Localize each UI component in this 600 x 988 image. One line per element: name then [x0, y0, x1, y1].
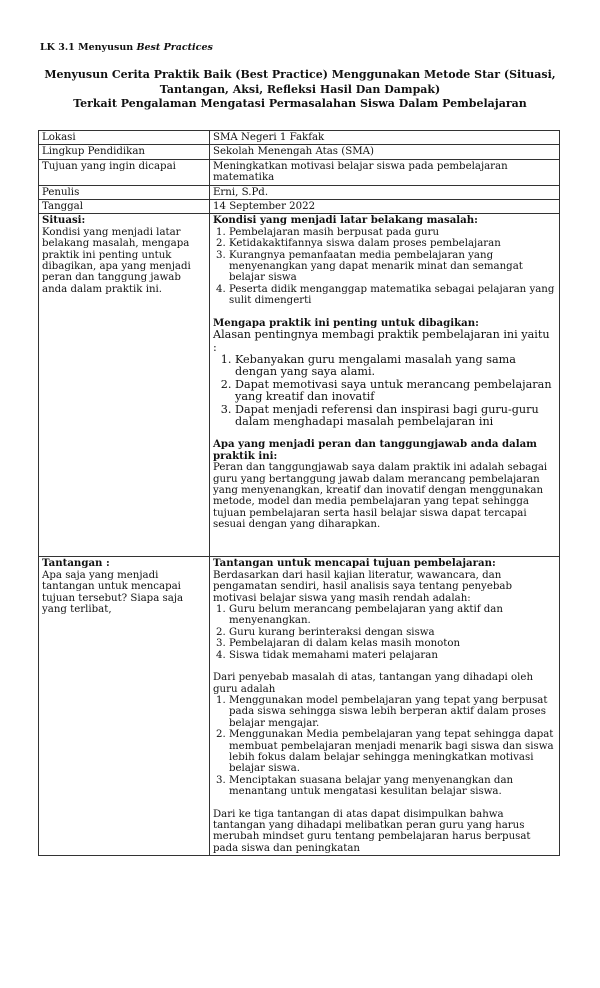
tantangan-row [39, 557, 560, 856]
meta-label: Penulis [39, 185, 210, 199]
title-line: Terkait Pengalaman Mengatasi Permasalahan Siswa Dalam Pembelajaran [73, 97, 527, 110]
tantangan-label-cell [39, 557, 210, 856]
kondisi-list [213, 227, 556, 307]
situasi-content-cell [210, 214, 560, 557]
document-title [30, 68, 570, 112]
meta-value: Meningkatkan motivasi belajar siswa pada pembelajaran matematika [210, 159, 560, 185]
penting-list [213, 354, 556, 428]
meta-row-lingkup [39, 145, 560, 159]
situasi-label-cell [39, 214, 210, 557]
meta-value: SMA Negeri 1 Fakfak [210, 131, 560, 145]
penting-intro: Alasan pentingnya membagi praktik pembelajaran ini yaitu : [213, 328, 550, 354]
situasi-row [39, 214, 560, 557]
peran-heading: Apa yang menjadi peran dan tanggungjawab anda dalam praktik ini: [213, 438, 537, 462]
title-line: Tantangan, Aksi, Refleksi Hasil Dan Dampak) [159, 82, 441, 96]
tantangan-intro2: Dari penyebab masalah di atas, tantangan yang dihadapi oleh guru adalah [213, 672, 534, 695]
tantangan-prompt: Apa saja yang menjadi tantangan untuk mencapai tujuan tersebut? Siapa saja yang terlibat, [42, 569, 184, 616]
tantangan-label: Tantangan : [42, 557, 110, 570]
meta-value: Erni, S.Pd. [210, 185, 560, 199]
kondisi-heading: Kondisi yang menjadi latar belakang masalah: [213, 214, 478, 227]
meta-label: Lokasi [39, 131, 210, 145]
list-item: 3. Kurangnya pemanfaatan media pembelajaran yang menyenangkan yang dapat menarik minat dan semangat belajar siswa [229, 250, 556, 284]
tantangan-content-cell [210, 557, 560, 856]
list-item: 3. Dapat menjadi referensi dan inspirasi bagi guru-guru dalam menghadapi masalah pembelajaran ini [235, 404, 556, 429]
list-item: 4. Peserta didik menganggap matematika sebagai pelajaran yang sulit dimengerti [229, 284, 556, 307]
worksheet-code: LK 3.1 Menyusun Best Practices [40, 42, 213, 53]
tantangan-list [213, 695, 556, 798]
list-item: 2. Menggunakan Media pembelajaran yang tepat sehingga dapat membuat pembelajaran menjadi menarik bagi siswa dan siswa lebih fokus dalam belajar sehingga meningkatkan motivasi belajar siswa. [229, 729, 556, 775]
list-item: 4. Siswa tidak memahami materi pelajaran [229, 650, 556, 661]
list-item: 2. Dapat memotivasi saya untuk merancang pembelajaran yang kreatif dan inovatif [235, 379, 556, 404]
list-item: 2. Guru kurang berinteraksi dengan siswa [229, 627, 556, 638]
list-item: 1. Guru belum merancang pembelajaran yang aktif dan menyenangkan. [229, 604, 556, 627]
list-item: 1. Pembelajaran masih berpusat pada guru [229, 227, 556, 238]
title-line: Menyusun Cerita Praktik Baik (Best Practice) Menggunakan Metode Star (Situasi, [44, 68, 556, 81]
meta-row-tanggal [39, 200, 560, 214]
meta-value: 14 September 2022 [210, 200, 560, 214]
sebab-list [213, 604, 556, 661]
meta-row-lokasi [39, 131, 560, 145]
meta-value: Sekolah Menengah Atas (SMA) [210, 145, 560, 159]
tantangan-intro: Berdasarkan dari hasil kajian literatur, wawancara, dan pengamatan sendiri, hasil analisis saya tentang penyebab motivasi belajar siswa yang masih rendah adalah: [213, 569, 512, 604]
list-item: 1. Menggunakan model pembelajaran yang tepat yang berpusat pada siswa sehingga siswa lebih berperan aktif dalam proses belajar mengajar. [229, 695, 556, 729]
meta-label: Tanggal [39, 200, 210, 214]
kesimpulan-text: Dari ke tiga tantangan di atas dapat disimpulkan bahwa tantangan yang dihadapi melibatkan peran guru yang harus merubah mindset guru tentang pembelajaran harus berpusat pada siswa dan peningkatan [213, 808, 531, 854]
list-item: 1. Kebanyakan guru mengalami masalah yang sama dengan yang saya alami. [235, 354, 556, 379]
penting-section [213, 329, 556, 428]
tantangan-heading: Tantangan untuk mencapai tujuan pembelajaran: [213, 557, 496, 570]
situasi-label: Situasi: [42, 214, 86, 227]
meta-row-penulis [39, 185, 560, 199]
list-item: 2. Ketidakaktifannya siswa dalam proses pembelajaran [229, 238, 556, 249]
list-item: 3. Pembelajaran di dalam kelas masih monoton [229, 638, 556, 649]
meta-label: Tujuan yang ingin dicapai [39, 159, 210, 185]
meta-label: Lingkup Pendidikan [39, 145, 210, 159]
peran-text: Peran dan tanggungjawab saya dalam praktik ini adalah sebagai guru yang bertanggung jawab dalam merancang pembelajaran yang menyenangkan, kreatif dan inovatif dengan menggunakan metode, model dan media pembelajaran yang tepat sehingga tujuan pembelajaran serta hasil belajar siswa dapat tercapai sesuai dengan yang diharapkan. [213, 462, 548, 531]
list-item: 3. Menciptakan suasana belajar yang menyenangkan dan menantang untuk mengatasi kesulitan belajar siswa. [229, 775, 556, 798]
situasi-prompt: Kondisi yang menjadi latar belakang masalah, mengapa praktik ini penting untuk dibagikan, apa yang menjadi peran dan tanggung jawab anda dalam praktik ini. [42, 226, 191, 295]
best-practice-table [38, 130, 560, 856]
meta-row-tujuan [39, 159, 560, 185]
penting-heading: Mengapa praktik ini penting untuk dibagikan: [213, 316, 479, 329]
